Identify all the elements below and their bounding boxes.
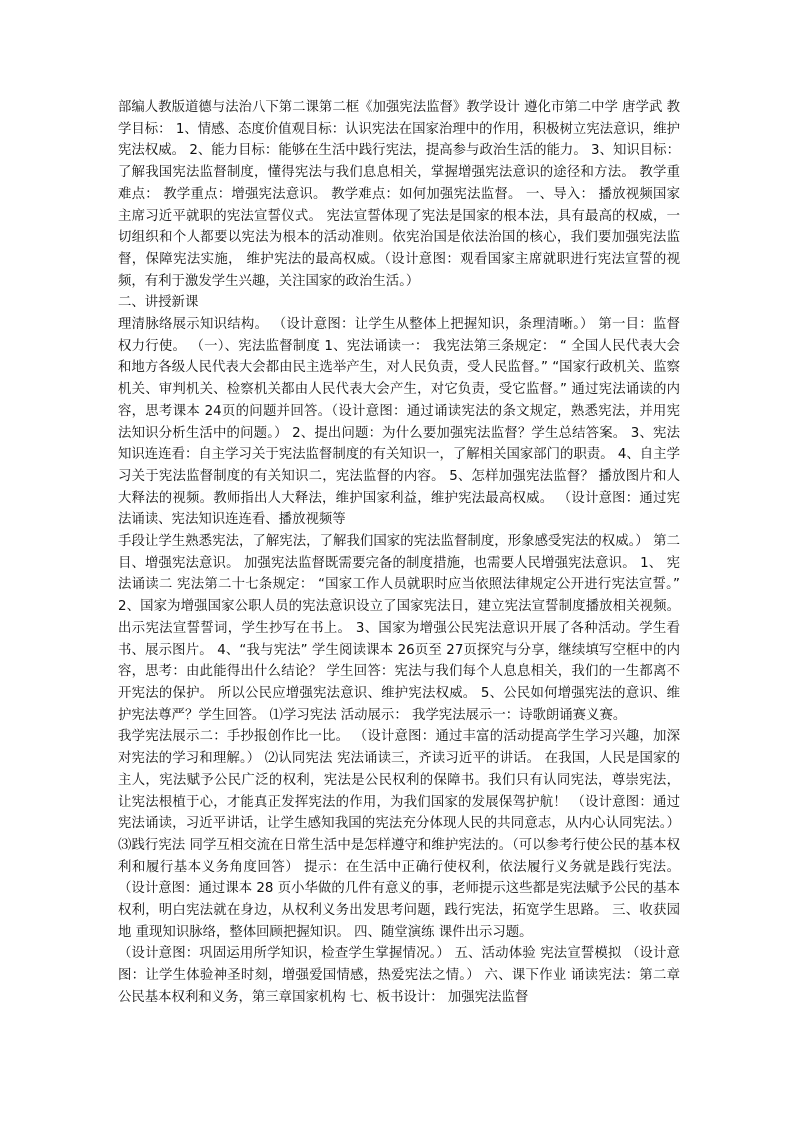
paragraph-constitution-supervision: 理清脉络展示知识结构。 （设计意图：让学生从整体上把握知识，条理清晰。） 第一目：监督权力行使。 （一）、宪法监督制度 1、宪法诵读一： 我宪法第三条规定： “ 全国人民代表大会和地方各级人民代表大会都由民主选举产生，对人民负责，受人民监督。” “国家行政机关、监察机关、审判机关、检察机关都由人民代表大会产生，对它负责，受它监督。” 通过宪法诵读的内容，思考课本 24页的问题并回答。（设计意图：通过诵读宪法的条文规定，熟悉宪法，并用宪法知识分析生活中的问题。） 2、提出问题：为什么要加强宪法监督？学生总结答案。 3、宪法知识连连看：自主学习关于宪法监督制度的有关知识一，了解相关国家部门的职责。 4、自主学习关于宪法监督制度的有关知识二，宪法监督的内容。 5、怎样加强宪法监督？ 播放图片和人大释法的视频。教师指出人大释法，维护国家利益，维护宪法最高权威。 （设计意图：通过宪法诵读、宪法知识连连看、播放视频等	[118, 317, 680, 528]
section-heading-new-lesson: 二、讲授新课	[118, 295, 199, 311]
paragraph-activities: 我学宪法展示二：手抄报创作比一比。 （设计意图：通过丰富的活动提高学生学习兴趣，加深对宪法的学习和理解。） ⑵认同宪法 宪法诵读三，齐读习近平的讲话。 在我国，人民是国家的主人，宪法赋予公民广泛的权利，宪法是公民权利的保障书。我们只有认同宪法，尊崇宪法，让宪法根植于心，才能真正发挥宪法的作用，为我们国家的发展保驾护航！ （设计意图：通过宪法诵读，习近平讲话，让学生感知我国的宪法充分体现人民的共同意志，从内心认同宪法。） ⑶践行宪法 同学互相交流在日常生活中是怎样遵守和维护宪法的。（可以参考行使公民的基本权利和履行基本义务角度回答） 提示：在生活中正确行使权利，依法履行义务就是践行宪法。 （设计意图：通过课本 28 页小华做的几件有意义的事，老师提示这些都是宪法赋予公民的基本权利，明白宪法就在身边，从权利义务出发思考问题，践行宪法，拓宽学生思路。 三、收获园地 重现知识脉络，整体回顾把握知识。 四、随堂演练 课件出示习题。	[118, 729, 680, 940]
paragraph-title-objectives-intro: 部编人教版道德与法治八下第二课第二框《加强宪法监督》教学设计 遵化市第二中学 唐学武 教学目标： 1、情感、态度价值观目标：认识宪法在国家治理中的作用，积极树立宪法意识，维护宪法权威。 2、能力目标：能够在生活中践行宪法，提高参与政治生活的能力。 3、知识目标：了解我国宪法监督制度，懂得宪法与我们息息相关，掌握增强宪法意识的途径和方法。 教学重难点： 教学重点：增强宪法意识。 教学难点：如何加强宪法监督。 一、导入： 播放视频国家主席习近平就职的宪法宣誓仪式。 宪法宣誓体现了宪法是国家的根本法，具有最高的权威，一切组织和个人都要以宪法为根本的活动准则。依宪治国是依法治国的核心，我们要加强宪法监督，保障宪法实施， 维护宪法的最高权威。（设计意图：观看国家主席就职进行宪法宣誓的视频，有利于激发学生兴趣，关注国家的政治生活。）	[118, 100, 680, 289]
paragraph-summary-homework: （设计意图：巩固运用所学知识，检查学生掌握情况。） 五、活动体验 宪法宣誓模拟 （设计意图：让学生体验神圣时刻，增强爱国情感，热爱宪法之情。） 六、课下作业 诵读宪法：第二章公民基本权利和义务，第三章国家机构 七、板书设计： 加强宪法监督	[118, 946, 680, 1005]
document-body	[118, 97, 680, 1009]
paragraph-constitution-awareness: 手段让学生熟悉宪法，了解宪法，了解我们国家的宪法监督制度，形象感受宪法的权威。） 第二目、增强宪法意识。 加强宪法监督既需要完备的制度措施，也需要人民增强宪法意识。 1、 宪法诵读二 宪法第二十七条规定： “国家工作人员就职时应当依照法律规定公开进行宪法宣誓。” 2、国家为增强国家公职人员的宪法意识设立了国家宪法日，建立宪法宣誓制度播放相关视频。出示宪法宣誓誓词，学生抄写在书上。 3、国家为增强公民宪法意识开展了各种活动。学生看书、展示图片。 4、“我与宪法” 学生阅读课本 26页至 27页探究与分享，继续填写空框中的内容，思考：由此能得出什么结论？ 学生回答：宪法与我们每个人息息相关，我们的一生都离不开宪法的保护。 所以公民应增强宪法意识、维护宪法权威。 5、公民如何增强宪法的意识、维护宪法尊严？学生回答。 ⑴学习宪法 活动展示： 我学宪法展示一：诗歌朗诵赛义赛。	[118, 534, 680, 723]
